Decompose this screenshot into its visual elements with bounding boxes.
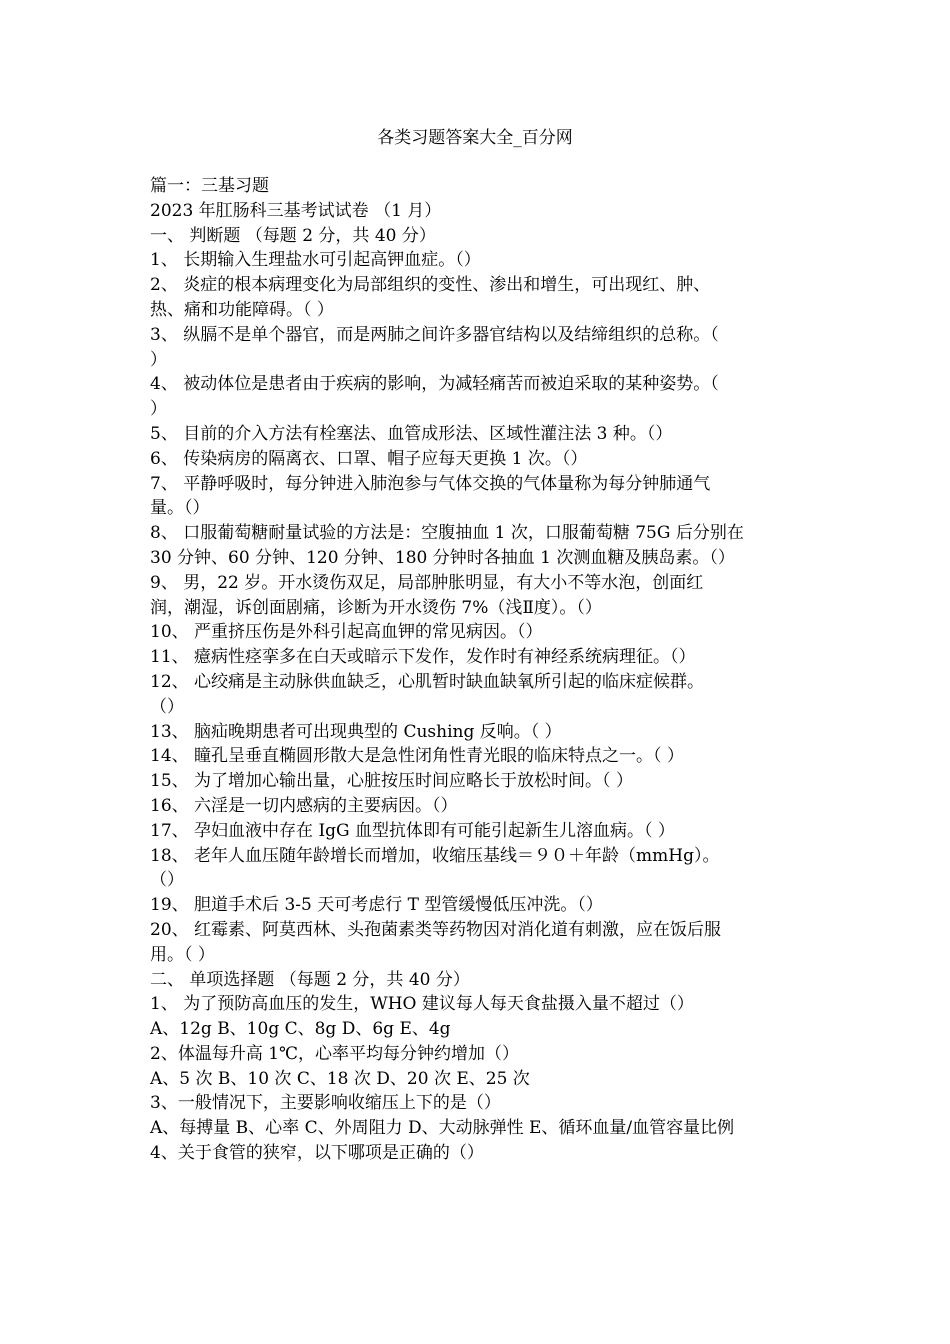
question-line: 8、 口服葡萄糖耐量试验的方法是：空腹抽血 1 次，口服葡萄糖 75G 后分别在	[150, 523, 744, 544]
question-line: 13、 脑疝晚期患者可出现典型的 Cushing 反响。（ ）	[150, 721, 562, 742]
document-title: 各类习题答案大全_百分网	[377, 128, 573, 148]
question-line: 4、关于食管的狭窄，以下哪项是正确的（）	[150, 1143, 484, 1164]
question-line: 30 分钟、60 分钟、120 分钟、180 分钟时各抽血 1 次测血糖及胰岛素。（）	[150, 547, 735, 568]
question-line: 热、痛和功能障碍。（ ）	[150, 299, 334, 320]
question-line: 14、 瞳孔呈垂直椭圆形散大是急性闭角性青光眼的临床特点之一。（ ）	[150, 746, 684, 767]
question-line: （）	[150, 696, 184, 717]
question-line: 17、 孕妇血液中存在 IgG 血型抗体即有可能引起新生儿溶血病。（ ）	[150, 820, 675, 841]
exam-title: 2023 年肛肠科三基考试试卷 （1 月）	[150, 200, 442, 221]
question-line: ）	[150, 349, 167, 370]
question-line: 量。（）	[150, 498, 210, 519]
question-line: 19、 胆道手术后 3-5 天可考虑行 T 型管缓慢低压冲洗。（）	[150, 895, 603, 916]
question-line: 6、 传染病房的隔离衣、口罩、帽子应每天更换 1 次。（）	[150, 448, 588, 469]
question-line: 2、体温每升高 1℃，心率平均每分钟约增加（）	[150, 1043, 520, 1064]
document-body	[150, 174, 800, 1166]
question-line: 5、 目前的介入方法有栓塞法、血管成形法、区域性灌注法 3 种。（）	[150, 423, 673, 444]
answer-options: A、12g B、10g C、8g D、6g E、4g	[150, 1019, 451, 1040]
question-line: 7、 平静呼吸时，每分钟进入肺泡参与气体交换的气体量称为每分钟肺通气	[150, 473, 711, 494]
question-line: ）	[150, 399, 167, 420]
answer-options: A、每搏量 B、心率 C、外周阻力 D、大动脉弹性 E、循环血量/血管容量比例	[150, 1118, 735, 1139]
question-line: 15、 为了增加心输出量，心脏按压时间应略长于放松时间。（ ）	[150, 771, 633, 792]
question-line: 用。（ ）	[150, 944, 215, 965]
question-line: 润，潮湿，诉创面剧痛，诊断为开水烫伤 7%（浅Ⅱ度）。（）	[150, 597, 602, 618]
section-heading: 篇一：三基习题	[150, 176, 269, 196]
question-line: 12、 心绞痛是主动脉供血缺乏，心肌暂时缺血缺氧所引起的临床症候群。	[150, 671, 705, 692]
question-line: 11、 癔病性痉挛多在白天或暗示下发作，发作时有神经系统病理征。（）	[150, 647, 696, 668]
question-line: （）	[150, 870, 184, 891]
question-line: 2、 炎症的根本病理变化为局部组织的变性、渗出和增生，可出现红、肿、	[150, 275, 711, 296]
part-two-heading: 二、 单项选择题 （每题 2 分，共 40 分）	[150, 969, 470, 990]
question-line: 9、 男，22 岁。开水烫伤双足，局部肿胀明显，有大小不等水泡，创面红	[150, 572, 704, 593]
question-line: 4、 被动体位是患者由于疾病的影响，为减轻痛苦而被迫采取的某种姿势。（	[150, 374, 719, 395]
answer-options: A、5 次 B、10 次 C、18 次 D、20 次 E、25 次	[150, 1068, 530, 1089]
question-line: 3、一般情况下，主要影响收缩压上下的是（）	[150, 1093, 501, 1114]
question-line: 16、 六淫是一切内感病的主要病因。（）	[150, 795, 458, 816]
question-line: 1、 长期输入生理盐水可引起高钾血症。（）	[150, 250, 481, 271]
question-line: 18、 老年人血压随年龄增长而增加，收缩压基线＝９０＋年龄（mmHg）。	[150, 845, 720, 866]
question-line: 3、 纵膈不是单个器官，而是两肺之间许多器官结构以及结缔组织的总称。（	[150, 324, 719, 345]
question-line: 10、 严重挤压伤是外科引起高血钾的常见病因。（）	[150, 622, 543, 643]
question-line: 1、 为了预防高血压的发生，WHO 建议每人每天食盐摄入量不超过（）	[150, 994, 694, 1015]
part-one-heading: 一、 判断题 （每题 2 分，共 40 分）	[150, 225, 436, 246]
question-line: 20、 红霉素、阿莫西林、头孢菌素类等药物因对消化道有刺激，应在饭后服	[150, 919, 722, 940]
